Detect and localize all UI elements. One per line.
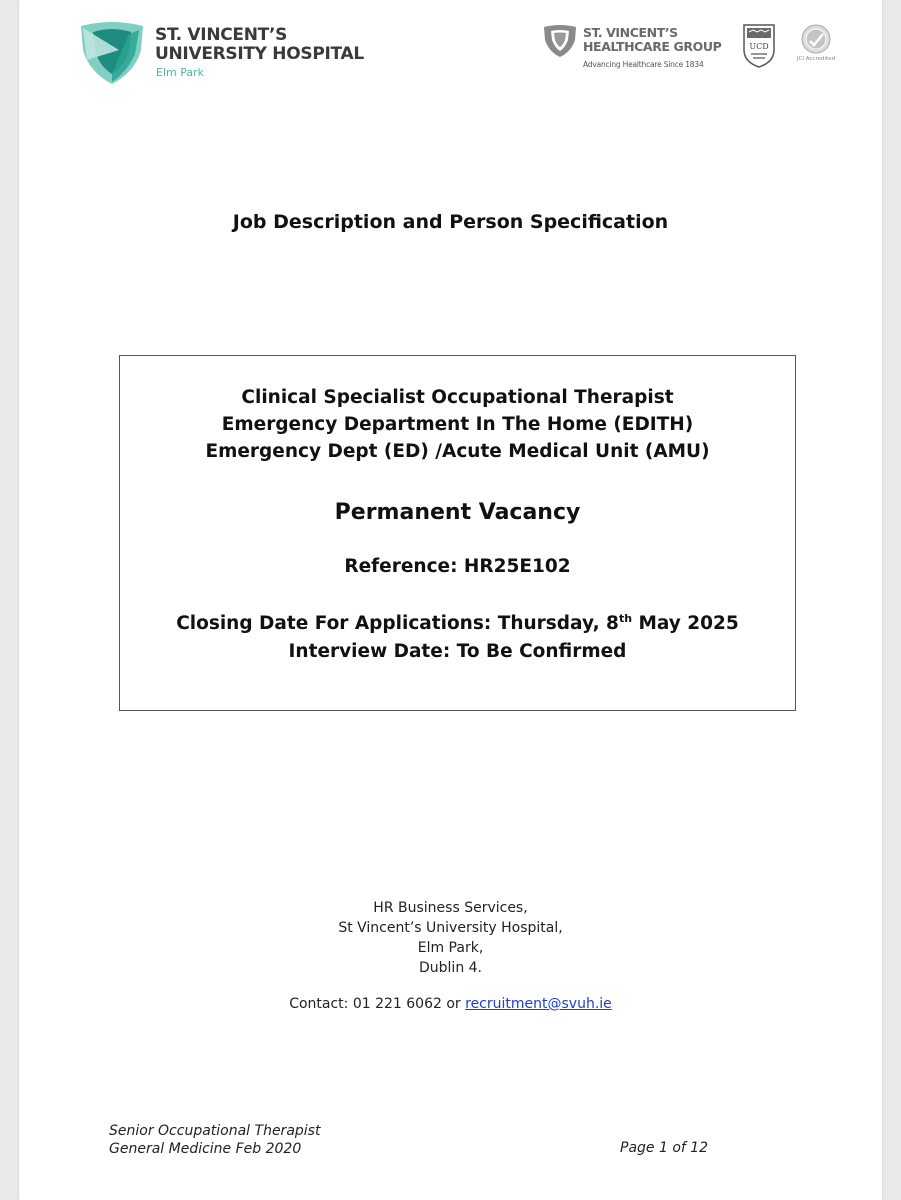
address-block bbox=[19, 898, 882, 978]
vacancy-type: Permanent Vacancy bbox=[334, 500, 581, 525]
svuh-name bbox=[155, 26, 364, 64]
jci-seal-icon bbox=[801, 24, 831, 54]
document-page bbox=[19, 0, 882, 1200]
closing-date-rest: May 2025 bbox=[632, 613, 739, 634]
svhg-logo bbox=[543, 22, 728, 74]
svhg-name-line2: HEALTHCARE GROUP bbox=[583, 39, 722, 54]
role-line-3: Emergency Dept (ED) /Acute Medical Unit (AMU) bbox=[205, 441, 710, 462]
contact-line bbox=[19, 996, 882, 1012]
svhg-tagline: Advancing Healthcare Since 1834 bbox=[583, 60, 704, 69]
jci-logo bbox=[793, 24, 837, 68]
closing-date-prefix: Closing Date For Applications: Thursday, 8 bbox=[176, 613, 619, 634]
address-line-1: HR Business Services, bbox=[373, 900, 528, 916]
role-title bbox=[120, 384, 795, 465]
vacancy-info-box bbox=[119, 355, 796, 711]
footer-line-2: General Medicine Feb 2020 bbox=[109, 1141, 302, 1157]
svuh-subtitle: Elm Park bbox=[156, 66, 204, 79]
svhg-shield-icon bbox=[543, 24, 577, 58]
svuh-name-line1: ST. VINCENT’S bbox=[155, 25, 288, 45]
svuh-name-line2: UNIVERSITY HOSPITAL bbox=[155, 44, 364, 64]
role-line-1: Clinical Specialist Occupational Therapist bbox=[241, 387, 674, 408]
interview-date: Interview Date: To Be Confirmed bbox=[288, 641, 627, 662]
jci-caption: JCI Accredited bbox=[796, 56, 836, 62]
address-line-4: Dublin 4. bbox=[419, 960, 482, 976]
closing-date bbox=[120, 610, 795, 638]
dates-block bbox=[120, 610, 795, 666]
contact-phone-text: Contact: 01 221 6062 or bbox=[289, 996, 466, 1012]
footer-line-1: Senior Occupational Therapist bbox=[109, 1123, 321, 1139]
closing-date-ordinal: th bbox=[618, 611, 633, 625]
svhg-name-line1: ST. VINCENT’S bbox=[583, 25, 678, 40]
address-line-3: Elm Park, bbox=[417, 940, 484, 956]
role-line-2: Emergency Department In The Home (EDITH) bbox=[221, 414, 694, 435]
document-title: Job Description and Person Specification bbox=[232, 211, 669, 233]
reference-number: Reference: HR25E102 bbox=[344, 556, 571, 577]
svuh-shield-icon bbox=[79, 20, 145, 86]
address-line-2: St Vincent’s University Hospital, bbox=[338, 920, 563, 936]
page-number: Page 1 of 12 bbox=[620, 1140, 709, 1156]
footer-doc-info bbox=[109, 1122, 320, 1158]
svhg-name bbox=[583, 26, 721, 54]
recruitment-email-link[interactable]: recruitment@svuh.ie bbox=[465, 996, 612, 1012]
ucd-crest-text: UCD bbox=[749, 42, 769, 51]
svuh-logo bbox=[79, 20, 364, 90]
ucd-crest-icon bbox=[743, 24, 775, 68]
